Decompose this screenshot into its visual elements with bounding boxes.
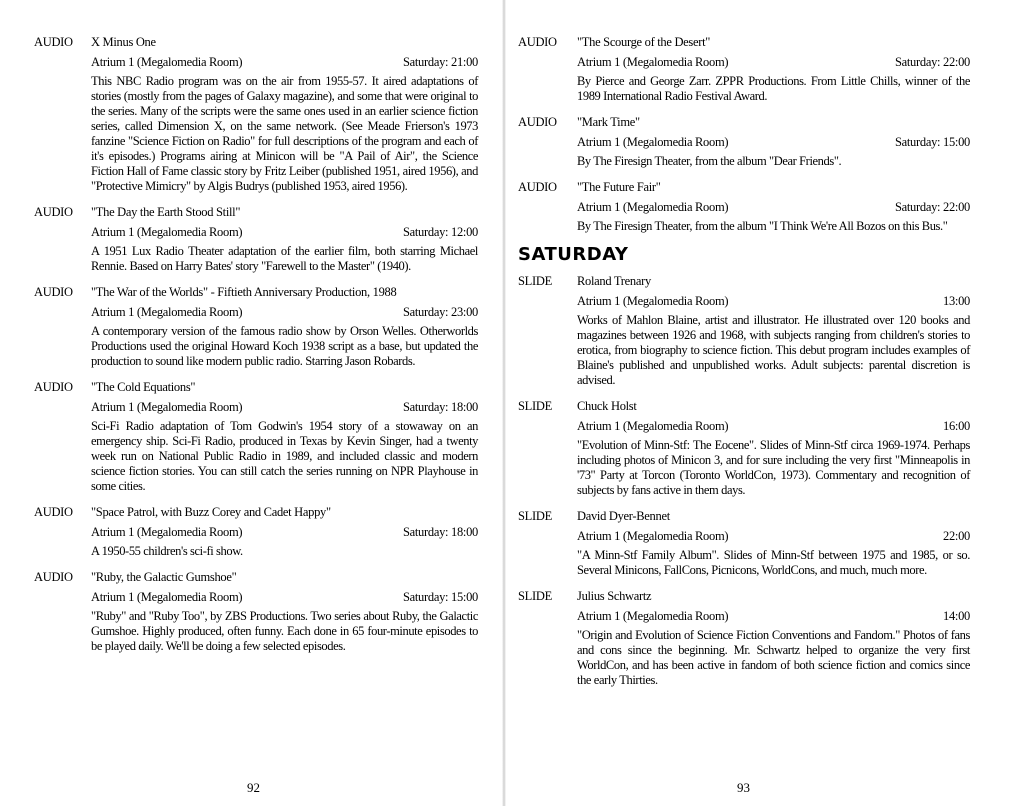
entry-location: Atrium 1 (Megalomedia Room)	[91, 305, 243, 319]
entry-time: Saturday: 15:00	[402, 590, 478, 604]
entry-title: "Ruby, the Galactic Gumshoe"	[91, 570, 237, 584]
entry-title: Roland Trenary	[577, 274, 651, 288]
program-entry	[34, 34, 478, 194]
entry-header	[518, 588, 970, 605]
entry-location: Atrium 1 (Megalomedia Room)	[91, 55, 243, 69]
entry-location: Atrium 1 (Megalomedia Room)	[91, 590, 243, 604]
entry-body	[577, 54, 970, 104]
entry-location-row	[91, 54, 478, 71]
entry-location: Atrium 1 (Megalomedia Room)	[577, 609, 729, 623]
entry-body	[577, 528, 970, 578]
entry-location: Atrium 1 (Megalomedia Room)	[91, 525, 243, 539]
entry-location: Atrium 1 (Megalomedia Room)	[577, 294, 729, 308]
program-entry	[518, 508, 970, 578]
right-entries-top	[518, 34, 970, 234]
entry-body	[577, 293, 970, 388]
entry-description: A 1951 Lux Radio Theater adaptation of the earlier film, both starring Michael Rennie. Based on Harry Bates' story "Farewell to the Master" (1940).	[91, 244, 478, 273]
entry-description: This NBC Radio program was on the air from 1955-57. It aired adaptations of stories (mostly from the pages of Galaxy magazine), and some that were original to the series. Many of the scripts were the same ones used in an earlier science fiction series, called Dimension X, on the same network. (See Meade Frierson's 1973 fanzine "Science Fiction on Radio" for full descriptions of the program and each of it's episodes.) Programs airing at Minicon will be "A Pail of Air", the Science Fiction Hall of Fame classic story by Fritz Leiber (published 1951, aired 1956), and "Protective Mimicry" by Algis Budrys (published 1953, aired 1956).	[91, 74, 478, 193]
entry-location: Atrium 1 (Megalomedia Room)	[577, 200, 729, 214]
right-entries-bottom	[518, 273, 970, 688]
entry-header	[518, 34, 970, 51]
left-entries	[34, 34, 478, 654]
right-page	[510, 0, 1024, 806]
entry-location: Atrium 1 (Megalomedia Room)	[577, 135, 729, 149]
entry-header	[34, 569, 478, 586]
entry-type: SLIDE	[518, 509, 552, 523]
entry-time: 13:00	[943, 294, 970, 308]
entry-title: "The Cold Equations"	[91, 380, 196, 394]
entry-title: Chuck Holst	[577, 399, 637, 413]
entry-location-row	[91, 589, 478, 606]
entry-body	[91, 524, 478, 559]
entry-title: "The War of the Worlds" - Fiftieth Anniversary Production, 1988	[91, 285, 397, 299]
entry-type: AUDIO	[518, 35, 557, 49]
entry-time: 16:00	[943, 419, 970, 433]
entry-body	[91, 224, 478, 274]
entry-type: SLIDE	[518, 589, 552, 603]
program-entry	[34, 204, 478, 274]
entry-title: "The Day the Earth Stood Still"	[91, 205, 241, 219]
entry-location-row	[577, 293, 970, 310]
entry-type: AUDIO	[34, 285, 73, 299]
entry-description: "Evolution of Minn-Stf: The Eocene". Slides of Minn-Stf circa 1969-1974. Perhaps including photos of Minicon 3, and for sure including the very first "Minneapolis in '73" Party at Torcon (Toronto WorldCon, 1973). Commentary and recognition of subjects by fans active in them days.	[577, 438, 970, 497]
entry-time: 14:00	[943, 609, 970, 623]
entry-body	[577, 199, 970, 234]
entry-header	[34, 504, 478, 521]
program-entry	[518, 273, 970, 388]
entry-title: David Dyer-Bennet	[577, 509, 670, 523]
entry-location-row	[577, 608, 970, 625]
entry-description: Works of Mahlon Blaine, artist and illustrator. He illustrated over 120 books and magazines between 1926 and 1968, with subjects ranging from children's stories to erotica, from biography to science fiction. This debut program includes examples of Blaine's published and unpublished works. Adult subjects: parental discretion is advised.	[577, 313, 970, 387]
entry-header	[34, 34, 478, 51]
page-number-left: 92	[247, 780, 260, 795]
entry-type: SLIDE	[518, 399, 552, 413]
entry-description: By Pierce and George Zarr. ZPPR Productions. From Little Chills, winner of the 1989 International Radio Festival Award.	[577, 74, 970, 103]
entry-description: Sci-Fi Radio adaptation of Tom Godwin's 1954 story of a stowaway on an emergency ship. Sci-Fi Radio, produced in Texas by Kevin Singer, had a twenty week run on National Public Radio in 1989, and included classic and modern science fiction stories. You can still catch the series running on NPR Playhouse in some cities.	[91, 419, 478, 493]
entry-location: Atrium 1 (Megalomedia Room)	[91, 225, 243, 239]
entry-location-row	[91, 224, 478, 241]
entry-type: AUDIO	[34, 35, 73, 49]
entry-body	[577, 608, 970, 688]
entry-type: AUDIO	[34, 380, 73, 394]
program-entry	[34, 504, 478, 559]
entry-header	[518, 273, 970, 290]
day-heading: SATURDAY	[518, 244, 629, 265]
entry-type: AUDIO	[518, 115, 557, 129]
entry-time: Saturday: 22:00	[894, 55, 970, 69]
entry-header	[518, 179, 970, 196]
entry-type: AUDIO	[34, 205, 73, 219]
entry-time: 22:00	[943, 529, 970, 543]
entry-location: Atrium 1 (Megalomedia Room)	[577, 529, 729, 543]
entry-location-row	[91, 399, 478, 416]
entry-time: Saturday: 18:00	[402, 400, 478, 414]
entry-body	[91, 54, 478, 194]
page-number-right: 93	[737, 780, 750, 795]
entry-description: A contemporary version of the famous radio show by Orson Welles. Otherworlds Productions used the original Howard Koch 1938 script as a base, but updated the production to sound like modern public radio. Starring Jason Robards.	[91, 324, 478, 368]
entry-time: Saturday: 18:00	[402, 525, 478, 539]
entry-header	[34, 379, 478, 396]
entry-location: Atrium 1 (Megalomedia Room)	[577, 55, 729, 69]
entry-header	[518, 114, 970, 131]
entry-type: AUDIO	[34, 570, 73, 584]
entry-location-row	[91, 304, 478, 321]
entry-type: AUDIO	[34, 505, 73, 519]
entry-description: "Ruby" and "Ruby Too", by ZBS Productions. Two series about Ruby, the Galactic Gumshoe. Highly produced, often funny. Each done in 65 four-minute episodes to be played daily. We'll be doing a few selected episodes.	[91, 609, 478, 653]
entry-title: "The Future Fair"	[577, 180, 661, 194]
entry-header	[34, 284, 478, 301]
entry-location-row	[577, 199, 970, 216]
program-entry	[518, 588, 970, 688]
entry-title: "Mark Time"	[577, 115, 640, 129]
entry-title: "Space Patrol, with Buzz Corey and Cadet Happy"	[91, 505, 331, 519]
entry-time: Saturday: 15:00	[894, 135, 970, 149]
entry-title: Julius Schwartz	[577, 589, 652, 603]
entry-header	[34, 204, 478, 221]
entry-description: By The Firesign Theater, from the album "I Think We're All Bozos on this Bus."	[577, 219, 948, 233]
entry-time: Saturday: 22:00	[894, 200, 970, 214]
entry-title: "The Scourge of the Desert"	[577, 35, 711, 49]
entry-body	[577, 418, 970, 498]
entry-header	[518, 398, 970, 415]
entry-title: X Minus One	[91, 35, 156, 49]
entry-body	[91, 589, 478, 654]
entry-time: Saturday: 23:00	[402, 305, 478, 319]
entry-type: SLIDE	[518, 274, 552, 288]
entry-body	[91, 399, 478, 494]
book-gutter	[497, 0, 511, 806]
left-page	[0, 0, 500, 806]
entry-body	[577, 134, 970, 169]
entry-location-row	[577, 54, 970, 71]
entry-time: Saturday: 21:00	[402, 55, 478, 69]
entry-description: "A Minn-Stf Family Album". Slides of Minn-Stf between 1975 and 1985, or so. Several Minicons, FallCons, Picnicons, WorldCons, and much, much more.	[577, 548, 970, 577]
entry-location-row	[577, 134, 970, 151]
entry-time: Saturday: 12:00	[402, 225, 478, 239]
program-entry	[518, 114, 970, 169]
entry-location: Atrium 1 (Megalomedia Room)	[91, 400, 243, 414]
entry-type: AUDIO	[518, 180, 557, 194]
program-entry	[34, 284, 478, 369]
entry-location-row	[91, 524, 478, 541]
program-entry	[518, 398, 970, 498]
entry-body	[91, 304, 478, 369]
program-entry	[518, 179, 970, 234]
program-entry	[34, 379, 478, 494]
entry-location: Atrium 1 (Megalomedia Room)	[577, 419, 729, 433]
program-entry	[518, 34, 970, 104]
program-entry	[34, 569, 478, 654]
entry-description: By The Firesign Theater, from the album "Dear Friends".	[577, 154, 842, 168]
entry-location-row	[577, 418, 970, 435]
entry-location-row	[577, 528, 970, 545]
entry-description: "Origin and Evolution of Science Fiction Conventions and Fandom." Photos of fans and cons since the beginning. Mr. Schwartz helped to organize the very first WorldCon, and has been active in fandom of both science fiction and comics since the early Thirties.	[577, 628, 970, 687]
entry-description: A 1950-55 children's sci-fi show.	[91, 544, 243, 558]
entry-header	[518, 508, 970, 525]
